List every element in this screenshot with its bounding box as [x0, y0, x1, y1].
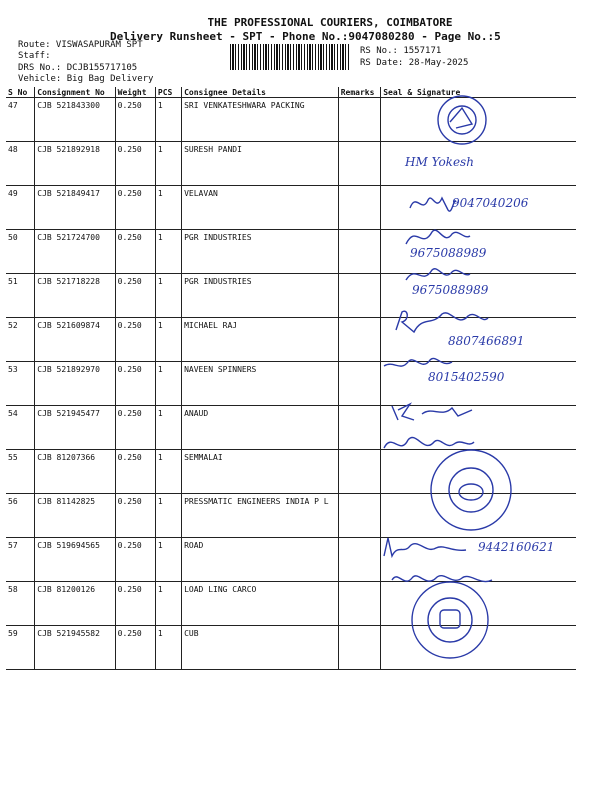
pcs-cell: 1	[155, 582, 181, 626]
rs-date-label: RS Date: 28-May-2025	[360, 58, 469, 68]
phone-row-51: 9675088989	[412, 283, 489, 297]
weight-cell: 0.250	[115, 538, 155, 582]
remarks-cell	[338, 626, 381, 670]
sno-cell: 57	[6, 538, 35, 582]
consignee-cell: VELAVAN	[182, 186, 339, 230]
pcs-cell: 1	[155, 142, 181, 186]
sno-cell: 58	[6, 582, 35, 626]
stamp-row-59	[398, 578, 502, 662]
consignee-cell: SRI VENKATESHWARA PACKING	[182, 98, 339, 142]
phone-row-49: 9047040206	[452, 196, 529, 210]
consignment-cell: CJB 521892918	[35, 142, 115, 186]
remarks-cell	[338, 406, 381, 450]
consignment-cell: CJB 521892970	[35, 362, 115, 406]
runsheet-title: Delivery Runsheet - SPT - Phone No.:9047080280 - Page No.:5	[110, 30, 501, 43]
remarks-cell	[338, 230, 381, 274]
pcs-cell: 1	[155, 626, 181, 670]
consignment-cell: CJB 81207366	[35, 450, 115, 494]
sno-cell: 54	[6, 406, 35, 450]
consignee-cell: SURESH PANDI	[182, 142, 339, 186]
remarks-cell	[338, 142, 381, 186]
phone-row-53: 8015402590	[428, 370, 505, 384]
table-row	[6, 230, 576, 274]
consignee-cell: PGR INDUSTRIES	[182, 274, 339, 318]
col-weight-header: Weight	[115, 87, 155, 98]
consignment-cell: CJB 521945477	[35, 406, 115, 450]
remarks-cell	[338, 494, 381, 538]
signature-row-54	[388, 396, 478, 424]
sno-cell: 56	[6, 494, 35, 538]
remarks-cell	[338, 538, 381, 582]
weight-cell: 0.250	[115, 274, 155, 318]
staff-label: Staff:	[18, 51, 51, 61]
sno-cell: 53	[6, 362, 35, 406]
pcs-cell: 1	[155, 494, 181, 538]
pcs-cell: 1	[155, 318, 181, 362]
signature-row-52	[392, 306, 492, 336]
rs-no-label: RS No.: 1557171	[360, 46, 442, 56]
pcs-cell: 1	[155, 450, 181, 494]
consignment-cell: CJB 521609874	[35, 318, 115, 362]
pcs-cell: 1	[155, 230, 181, 274]
consignment-cell: CJB 521843300	[35, 98, 115, 142]
remarks-cell	[338, 274, 381, 318]
col-sno-header: S No	[6, 87, 35, 98]
stamp-row-47	[432, 92, 492, 148]
remarks-cell	[338, 582, 381, 626]
remarks-cell	[338, 362, 381, 406]
consignment-cell: CJB 521724700	[35, 230, 115, 274]
remarks-cell	[338, 450, 381, 494]
phone-row-52: 8807466891	[448, 334, 525, 348]
sno-cell: 49	[6, 186, 35, 230]
consignment-cell: CJB 519694565	[35, 538, 115, 582]
weight-cell: 0.250	[115, 362, 155, 406]
consignment-cell: CJB 521945582	[35, 626, 115, 670]
consignment-cell: CJB 521849417	[35, 186, 115, 230]
consignee-cell: CUB	[182, 626, 339, 670]
weight-cell: 0.250	[115, 186, 155, 230]
weight-cell: 0.250	[115, 406, 155, 450]
consignment-cell: CJB 521718228	[35, 274, 115, 318]
remarks-cell	[338, 98, 381, 142]
weight-cell: 0.250	[115, 98, 155, 142]
sno-cell: 59	[6, 626, 35, 670]
weight-cell: 0.250	[115, 318, 155, 362]
company-title: THE PROFESSIONAL COURIERS, COIMBATORE	[207, 16, 453, 29]
consignment-cell: CJB 81142825	[35, 494, 115, 538]
weight-cell: 0.250	[115, 626, 155, 670]
table-row	[6, 142, 576, 186]
consignee-cell: PRESSMATIC ENGINEERS INDIA P L	[182, 494, 339, 538]
barcode	[230, 44, 350, 70]
signature-row-57	[380, 534, 470, 560]
table-row	[6, 406, 576, 450]
sno-cell: 51	[6, 274, 35, 318]
consignee-cell: ROAD	[182, 538, 339, 582]
weight-cell: 0.250	[115, 494, 155, 538]
col-remarks-header: Remarks	[338, 87, 381, 98]
phone-row-50: 9675088989	[410, 246, 487, 260]
drs-label: DRS No.: DCJB155717105	[18, 63, 138, 73]
weight-cell: 0.250	[115, 230, 155, 274]
weight-cell: 0.250	[115, 582, 155, 626]
sno-cell: 50	[6, 230, 35, 274]
route-label: Route: VISWASAPURAM SPT	[18, 40, 143, 50]
weight-cell: 0.250	[115, 450, 155, 494]
col-signature-header: Seal & Signature	[381, 87, 576, 98]
col-consignment-header: Consignment No	[35, 87, 115, 98]
consignee-cell: MICHAEL RAJ	[182, 318, 339, 362]
stamp-row-56	[416, 448, 526, 532]
pcs-cell: 1	[155, 406, 181, 450]
sno-cell: 55	[6, 450, 35, 494]
pcs-cell: 1	[155, 274, 181, 318]
signature-row-48: HM Yokesh	[405, 155, 474, 169]
consignee-cell: SEMMALAI	[182, 450, 339, 494]
pcs-cell: 1	[155, 98, 181, 142]
remarks-cell	[338, 186, 381, 230]
pcs-cell: 1	[155, 538, 181, 582]
vehicle-label: Vehicle: Big Bag Delivery	[18, 74, 154, 84]
consignee-cell: ANAUD	[182, 406, 339, 450]
remarks-cell	[338, 318, 381, 362]
consignment-cell: CJB 81200126	[35, 582, 115, 626]
sno-cell: 52	[6, 318, 35, 362]
col-consignee-header: Consignee Details	[182, 87, 339, 98]
sno-cell: 48	[6, 142, 35, 186]
signature-row-49	[408, 188, 458, 218]
consignee-cell: NAVEEN SPINNERS	[182, 362, 339, 406]
weight-cell: 0.250	[115, 142, 155, 186]
pcs-cell: 1	[155, 186, 181, 230]
pcs-cell: 1	[155, 362, 181, 406]
consignee-cell: PGR INDUSTRIES	[182, 230, 339, 274]
sno-cell: 47	[6, 98, 35, 142]
col-pcs-header: PCS	[155, 87, 181, 98]
phone-row-57: 9442160621	[478, 540, 555, 554]
consignee-cell: LOAD LING CARCO	[182, 582, 339, 626]
